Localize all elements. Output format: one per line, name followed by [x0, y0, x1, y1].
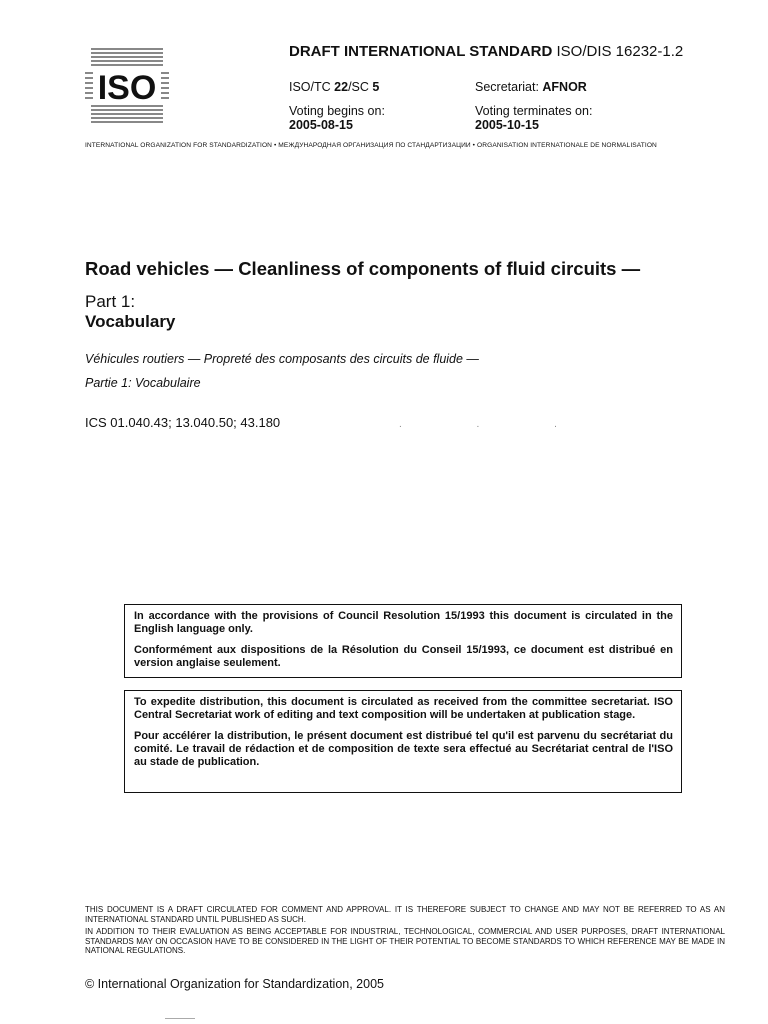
- distribution-notice-box: [124, 690, 682, 793]
- language-notice-box: [124, 604, 682, 678]
- draft-disclaimer: THIS DOCUMENT IS A DRAFT CIRCULATED FOR COMMENT AND APPROVAL. IT IS THEREFORE SUBJECT TO CHANGE AND MAY NOT BE REFERRED TO AS AN INTERNATIONAL STANDARD UNTIL PUBLISHED AS SUCH.: [85, 905, 725, 924]
- language-notice-english: In accordance with the provisions of Council Resolution 15/1993 this document is circulated in the English language only.: [134, 610, 673, 635]
- committee-reference: ISO/TC 22/SC 5: [289, 80, 380, 94]
- regulatory-disclaimer: IN ADDITION TO THEIR EVALUATION AS BEING ACCEPTABLE FOR INDUSTRIAL, TECHNOLOGICAL, COMMERCIAL AND USER PURPOSES, DRAFT INTERNATIONAL STANDARDS MAY ON OCCASION HAVE TO BE CONSIDERED IN THE LIGHT OF THEIR POTENTIAL TO BECOME STANDARDS TO WHICH REFERENCE MAY BE MADE IN NATIONAL REGULATIONS.: [85, 927, 725, 955]
- part-number: Part 1:: [85, 292, 136, 311]
- document-type-heading: [289, 43, 683, 60]
- draft-standard-label: DRAFT INTERNATIONAL STANDARD: [289, 43, 553, 60]
- secretariat: Secretariat: AFNOR: [475, 80, 587, 94]
- scan-specks: . . .: [399, 419, 593, 430]
- voting-terminates-date: 2005-10-15: [475, 118, 539, 132]
- ics-codes: ICS 01.040.43; 13.040.50; 43.180: [85, 415, 281, 430]
- french-title: Véhicules routiers — Propreté des composants des circuits de fluide —: [85, 352, 479, 366]
- svg-text:ISO: ISO: [97, 69, 157, 107]
- voting-begins-date: 2005-08-15: [289, 118, 353, 132]
- document-title: Road vehicles — Cleanliness of components of fluid circuits —: [85, 258, 641, 279]
- distribution-notice-english: To expedite distribution, this document is circulated as received from the committee secretariat. ISO Central Secretariat work of editing and text composition will be undertaken at publication stage.: [134, 696, 673, 721]
- french-part-title: Partie 1: Vocabulaire: [85, 376, 201, 390]
- copyright-notice: © International Organization for Standardization, 2005: [85, 977, 384, 991]
- voting-begins-label: Voting begins on:: [289, 104, 385, 118]
- voting-terminates-label: Voting terminates on:: [475, 104, 593, 118]
- language-notice-french: Conformément aux dispositions de la Résolution du Conseil 15/1993, ce document est distribué en version anglaise seulement.: [134, 644, 673, 669]
- organization-names-line: INTERNATIONAL ORGANIZATION FOR STANDARDIZATION • МЕЖДУНАРОДНАЯ ОРГАНИЗАЦИЯ ПО СТАНДАРТИЗАЦИИ • ORGANISATION INTERNATIONALE DE NORMALISATION: [85, 142, 657, 149]
- iso-logo: [85, 46, 169, 126]
- scan-artifact-line: [165, 1018, 195, 1019]
- distribution-notice-french: Pour accélérer la distribution, le présent document est distribué tel qu'il est parvenu du secrétariat du comité. Le travail de rédaction et de composition de texte sera effectué au Secrétariat central de l'ISO au stade de publication.: [134, 730, 673, 768]
- part-title: Vocabulary: [85, 312, 176, 331]
- document-number: ISO/DIS 16232-1.2: [556, 43, 684, 60]
